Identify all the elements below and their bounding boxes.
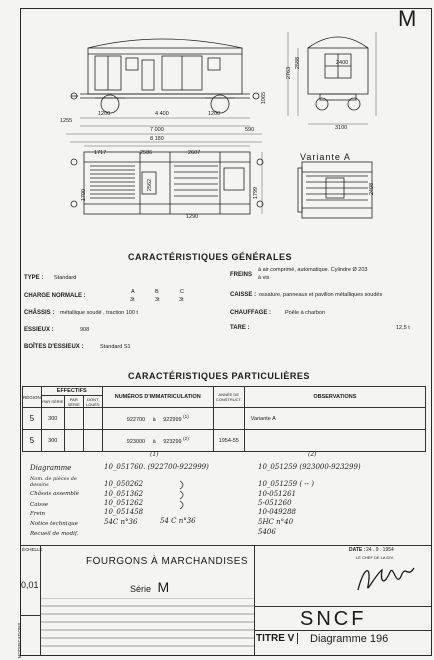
charge-val-c: 3t (179, 297, 184, 303)
dim-label: 2408 (369, 182, 376, 196)
cell-region: 5 (23, 430, 42, 452)
document-title: FOURGONS À MARCHANDISES (86, 556, 249, 567)
hw-ref-frein-1: 10_051458 (104, 508, 144, 516)
dim-label: 2586 (140, 150, 153, 156)
dim-label: 1700 (81, 188, 88, 202)
dim-label: 7 000 (150, 127, 164, 133)
charge-col-c: C (180, 289, 184, 295)
hw-label-recueil: Recueil de modif. (30, 531, 79, 537)
dim-label: 2588 (295, 56, 302, 70)
dim-label: 2400 (336, 60, 349, 66)
cell-annee (213, 408, 244, 430)
dim-label: 2562 (147, 178, 154, 192)
hw-ref-frein-2: 10-049288 (258, 508, 296, 516)
chassis-value: métallique soudé , traction 100 t (60, 310, 138, 316)
table-row (23, 408, 426, 430)
hw-ref-caisse-2: 5-051260 (258, 499, 292, 507)
freins-label: FREINS (230, 272, 253, 278)
num-to: 922999 (163, 416, 182, 423)
hw-brace (176, 479, 190, 515)
cell-empty (83, 408, 102, 430)
sheet-letter: M (398, 6, 417, 31)
hw-mark-2: (2) (308, 451, 317, 458)
num-a: à (152, 438, 156, 445)
dim-label: 4 400 (155, 111, 169, 117)
serie-letter: M (157, 579, 170, 595)
cell-observation: Variante A (244, 408, 425, 430)
cell-annee: 1954-55 (213, 430, 244, 452)
plan-view (84, 152, 250, 214)
num-a: à (152, 416, 156, 423)
num-note: (1) (183, 414, 189, 420)
dim-label: 3100 (335, 125, 348, 131)
variant-plan (302, 162, 372, 218)
sub-par-serie-2: PAR SÉRIE (64, 396, 83, 408)
dim-label: 1200 (98, 111, 111, 117)
sub-par-serie: PAR SÉRIE (41, 396, 64, 408)
hw-label-chassis: Châssis assemblé (30, 491, 79, 497)
tare-value: 12,5 t (396, 325, 410, 331)
freins-value: à air comprimé, automatique. Cylindre Ø 203 (258, 267, 368, 273)
dim-label: 2607 (188, 150, 201, 156)
essieux-label: ESSIEUX : (24, 327, 54, 333)
num-note: (2) (183, 436, 189, 442)
cell-region: 5 (23, 408, 42, 430)
num-from: 922700 (126, 416, 146, 423)
diagramme-label: Diagramme 196 (310, 633, 389, 645)
sub-dont-loues: DONT LOUÉS (83, 396, 102, 408)
chassis-label: CHÂSSIS : (24, 310, 55, 316)
dim-label: 8 180 (150, 136, 164, 142)
boites-value: Standard S1 (100, 344, 131, 350)
titre-label: TITRE V (256, 633, 298, 644)
chauffage-label: CHAUFFAGE : (230, 310, 271, 316)
hw-ref-notice-1: 54C n°36 (104, 518, 138, 526)
cell-empty (64, 408, 83, 430)
charge-val-a: 3t (130, 297, 135, 303)
serie-label (130, 579, 169, 595)
caisse-value: ossature, panneaux et pavillon métalliques soudés (259, 292, 383, 298)
col-effectifs: EFFECTIFS (41, 387, 102, 396)
dim-label: 1200 (208, 111, 221, 117)
col-numeros: NUMÉROS D'IMMATRICULATION (102, 387, 213, 408)
cell-empty (64, 430, 83, 452)
wagon-drawings (40, 22, 430, 242)
chauffage-value: Poêle à charbon (285, 310, 326, 316)
charge-col-a: A (131, 289, 135, 295)
cell-effectif: 300 (41, 430, 64, 452)
num-from: 923000 (126, 438, 146, 445)
cell-numeros (102, 430, 213, 452)
hw-ref-diagramme-2: 10_051259 (923000-923299) (258, 463, 361, 471)
general-heading: CARACTÉRISTIQUES GÉNÉRALES (128, 252, 293, 262)
col-observations: OBSERVATIONS (244, 387, 425, 408)
freins-value-2: à vis (258, 275, 270, 281)
hw-ref-notice-extra: 54 C n°36 (160, 517, 196, 525)
title-block-rule (254, 606, 432, 607)
modifications-label: MODIFICATIONS (17, 622, 23, 659)
dim-label: 1799 (253, 186, 260, 200)
essieux-value: 908 (80, 327, 90, 333)
echelle-label: ÉCHELLE (22, 547, 43, 552)
title-block-top (20, 545, 432, 546)
particular-heading: CARACTÉRISTIQUES PARTICULIÈRES (128, 371, 310, 381)
hw-ref-chassis-2: 10-051261 (258, 490, 296, 498)
hw-mark-1: (1) (150, 451, 159, 458)
hw-label-frein: Frein (30, 511, 46, 517)
title-block-divider (254, 545, 255, 656)
caisse-label: CAISSE : (230, 292, 257, 298)
dim-label: 1065 (261, 91, 268, 105)
hw-ref-notice-2: 5HC n°40 (258, 518, 294, 526)
num-to: 923299 (163, 438, 182, 445)
dim-label: 1255 (60, 118, 73, 124)
side-elevation-body (88, 48, 242, 94)
dim-label: 1290 (186, 214, 199, 220)
particular-table (22, 386, 426, 452)
hw-ref-diagramme-1: 10_051760. (922700-922999) (104, 463, 209, 471)
dim-label: 2763 (286, 66, 293, 80)
charge-col-b: B (155, 289, 159, 295)
date-value: 24 . 9 . 1954 (366, 547, 394, 553)
hw-label-diagramme: Diagramme (30, 464, 72, 472)
cell-numeros (102, 408, 213, 430)
dim-label: 590 (245, 127, 255, 133)
hw-ref-nom-1: 10_050262 (104, 480, 144, 488)
boites-label: BOÎTES D'ESSIEUX : (24, 344, 84, 350)
variant-label: Variante A (300, 152, 351, 162)
hw-ref-chassis-1: 10_051362 (104, 490, 144, 498)
table-row (23, 430, 426, 452)
hw-ref-caisse-1: 10_051262 (104, 499, 144, 507)
charge-label: CHARGE NORMALE : (24, 293, 86, 299)
col-annee: ANNÉE DE CONSTRUCT. (213, 387, 244, 408)
modifications-grid (40, 598, 254, 656)
tare-label: TARE : (230, 325, 250, 331)
hw-label-notice: Notice technique (30, 521, 78, 527)
hw-label-caisse: Caisse (30, 502, 49, 508)
col-region: RÉGION (23, 387, 42, 408)
signature (350, 560, 420, 598)
hw-label-nom: Nom. de pièces de dessins (30, 476, 77, 488)
charge-val-b: 3t (155, 297, 160, 303)
title-block-rule (20, 615, 40, 616)
serie-text: Série (130, 584, 152, 594)
type-label: TYPE : (24, 275, 44, 281)
hw-ref-nom-2: 10_051259 ( -- ) (258, 480, 314, 488)
type-value: Standard (54, 275, 77, 281)
dim-label: 1717 (94, 150, 107, 156)
cell-effectif: 300 (41, 408, 64, 430)
cell-empty (83, 430, 102, 452)
date-label: DATE : (349, 547, 366, 553)
cell-observation (244, 430, 425, 452)
scale-value: 0,01 (21, 580, 39, 590)
sncf-label: SNCF (300, 608, 367, 630)
chef-label: LE CHEF DE LA DIV. (356, 555, 394, 560)
hw-ref-recueil-2: 5406 (258, 528, 276, 536)
